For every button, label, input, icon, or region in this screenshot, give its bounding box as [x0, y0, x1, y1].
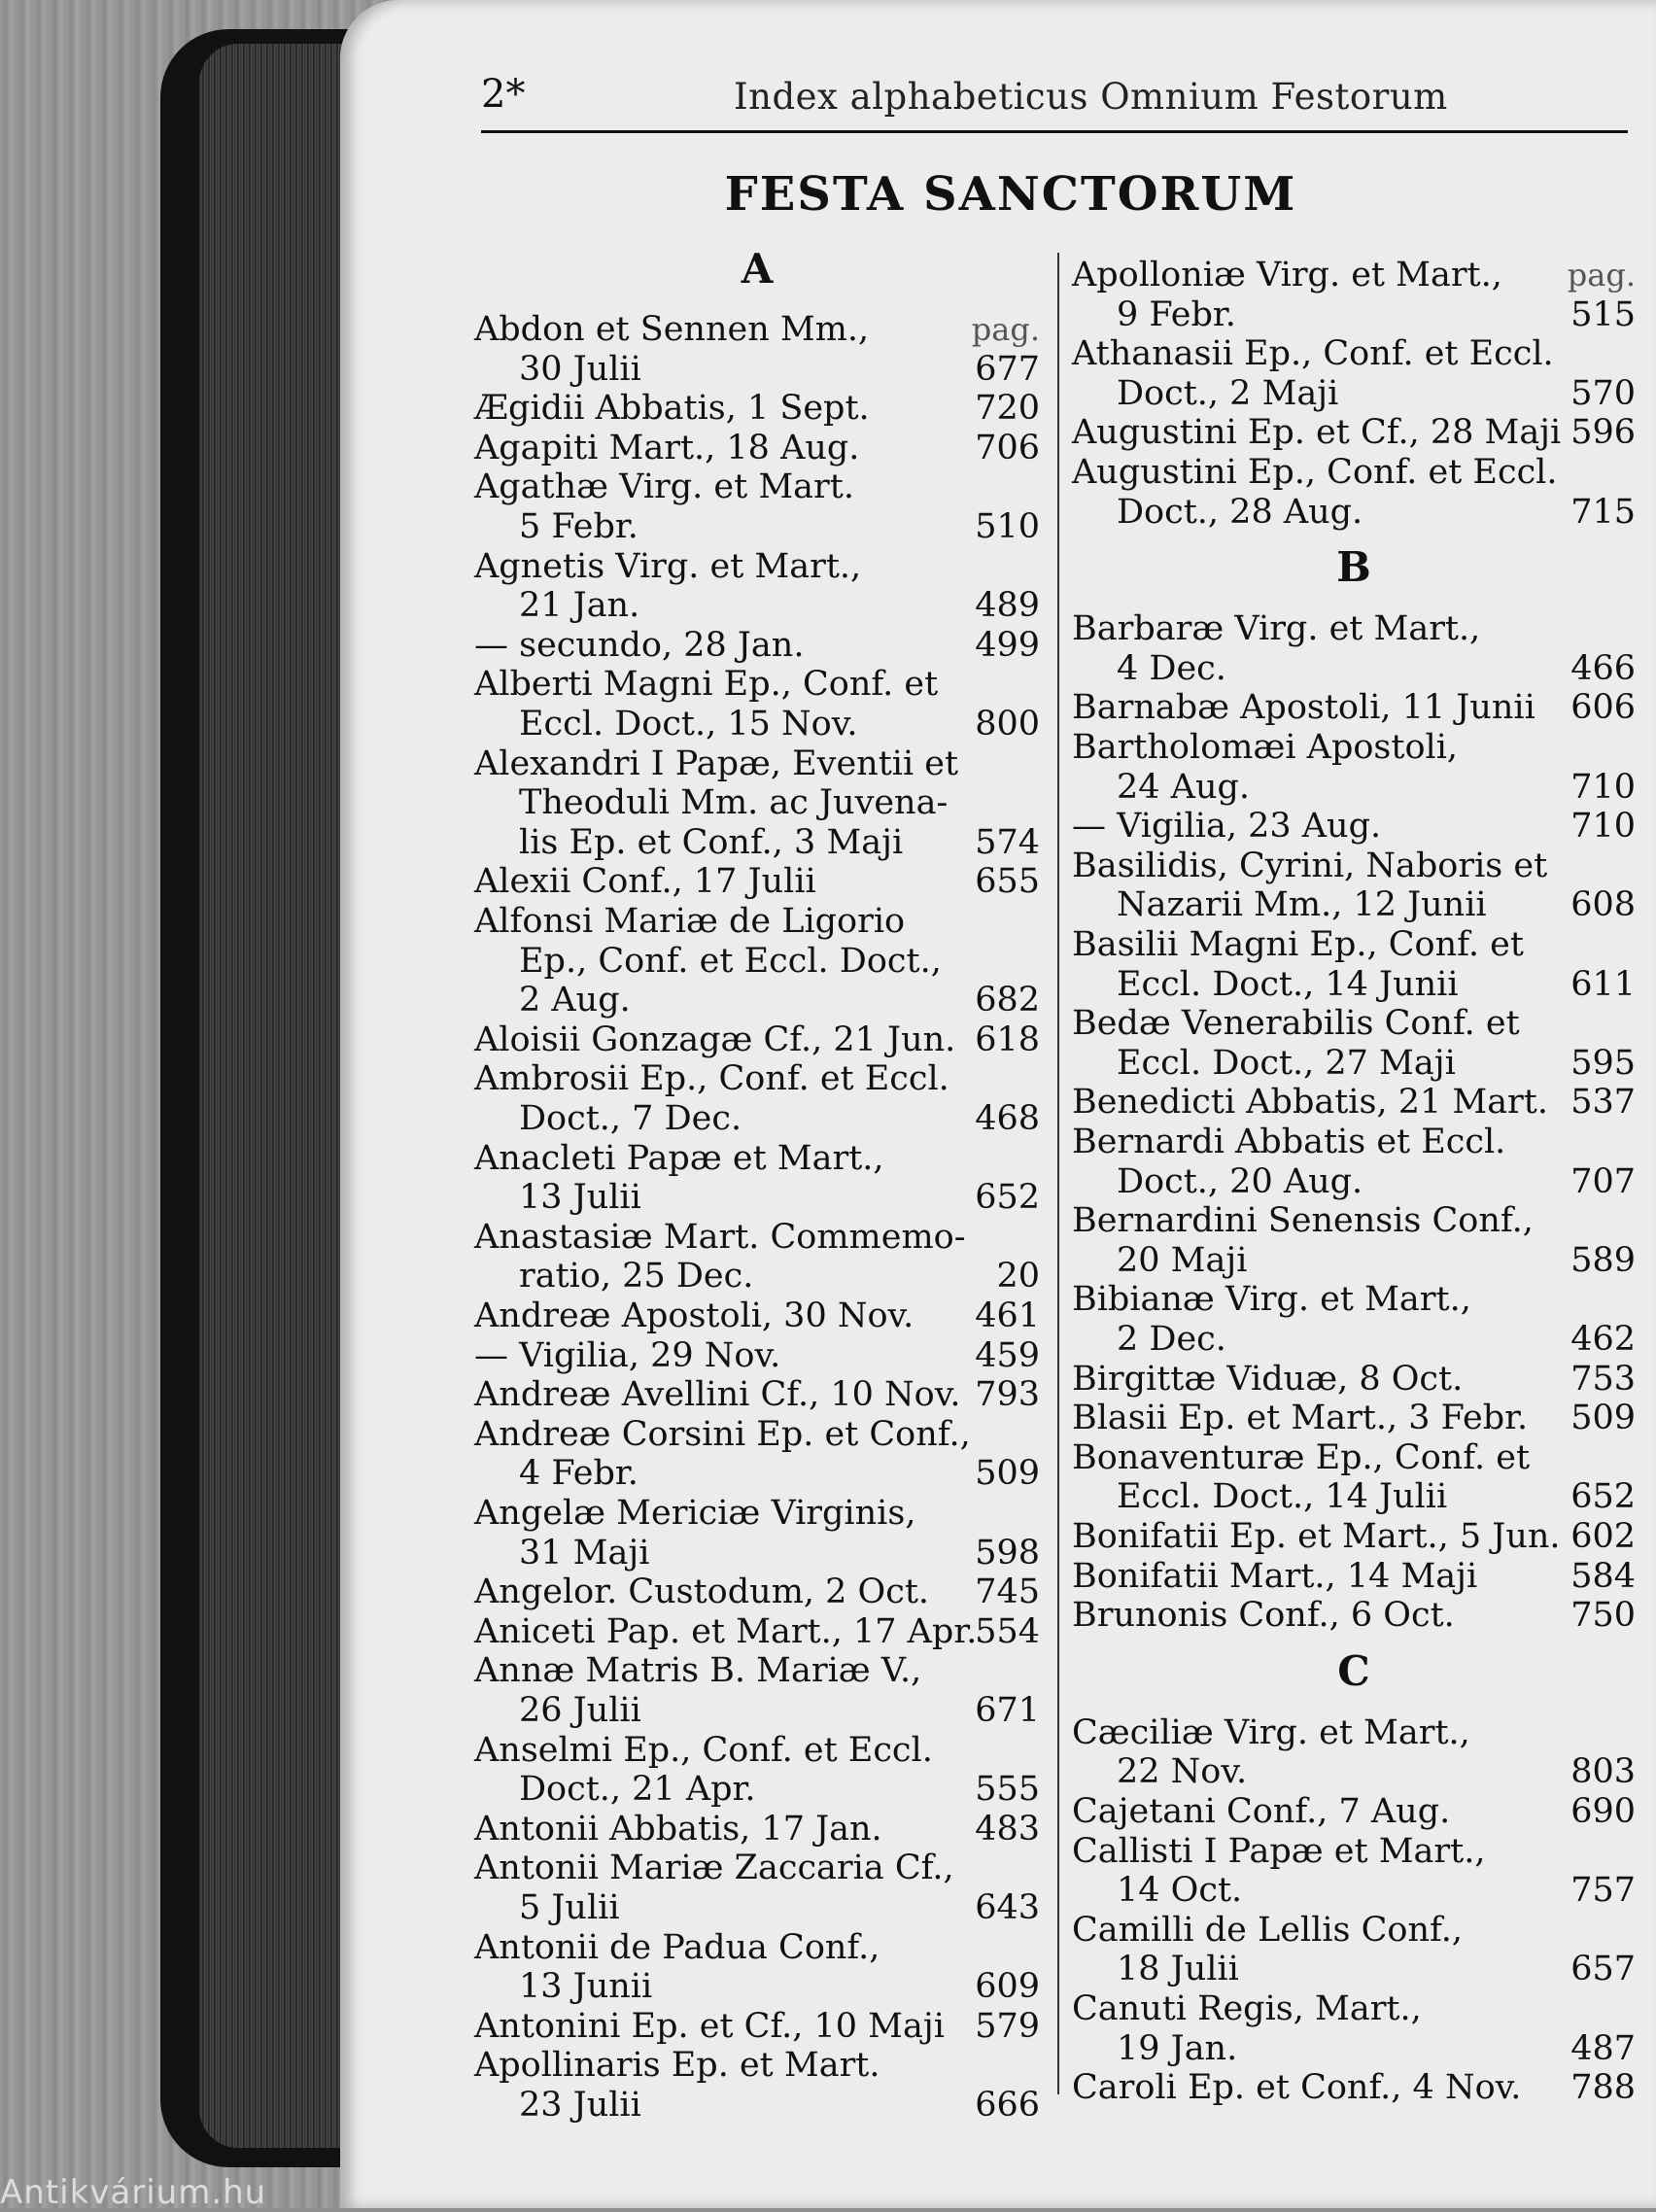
section-title: FESTA SANCTORUM [724, 167, 1297, 222]
entry-text: Anselmi Ep., Conf. et Eccl. [474, 1730, 933, 1770]
index-entry [1072, 1949, 1636, 1989]
page-reference: 554 [975, 1611, 1040, 1651]
entry-text: Ep., Conf. et Eccl. Doct., [519, 941, 942, 981]
entry-text: 4 Dec. [1117, 648, 1226, 688]
index-entry [474, 1058, 1040, 1099]
page-reference: 606 [1570, 688, 1636, 728]
entry-text: Ambrosii Ep., Conf. et Eccl. [474, 1059, 949, 1099]
index-entry [1072, 1359, 1636, 1400]
entry-text: Camilli de Lellis Conf., [1072, 1910, 1463, 1950]
entry-text: lis Ep. et Conf., 3 Maji [519, 822, 904, 862]
entry-text: 9 Febr. [1117, 294, 1236, 334]
entry-text: Apollinaris Ep. et Mart. [474, 2046, 880, 2086]
index-entry [474, 625, 1040, 666]
page-reference: 459 [975, 1335, 1040, 1375]
running-head-title: Index alphabeticus Omnium Festorum [734, 76, 1448, 118]
index-entry [474, 1927, 1040, 1968]
index-entry [474, 349, 1040, 390]
page-reference: 509 [975, 1454, 1040, 1494]
entry-text: 19 Jan. [1117, 2028, 1238, 2068]
page-reference: 655 [975, 862, 1040, 902]
section-letter: A [741, 245, 774, 293]
entry-text: Alexii Conf., 17 Julii [474, 862, 816, 902]
index-entry [474, 1848, 1040, 1888]
index-entry [1072, 1516, 1636, 1557]
entry-text: Athanasii Ep., Conf. et Eccl. [1072, 334, 1554, 374]
index-entry [474, 2085, 1040, 2126]
entry-text: 26 Julii [519, 1691, 641, 1730]
index-entry [1072, 2067, 1636, 2108]
entry-text: Caroli Ep. et Conf., 4 Nov. [1072, 2068, 1522, 2108]
index-entry [1072, 1398, 1636, 1438]
index-entry [1072, 727, 1636, 768]
page-reference: 537 [1570, 1083, 1636, 1123]
entry-text: Bernardini Senensis Conf., [1072, 1201, 1534, 1241]
index-entry [474, 1611, 1040, 1652]
entry-text: Doct., 7 Dec. [519, 1099, 742, 1138]
index-entry [1072, 1082, 1636, 1123]
page-reference: 707 [1570, 1161, 1636, 1201]
index-entry [1072, 648, 1636, 689]
index-entry [1072, 846, 1636, 886]
index-entry [474, 980, 1040, 1020]
index-entry [1072, 1437, 1636, 1478]
index-entry [1072, 294, 1636, 335]
index-entry [1072, 1831, 1636, 1872]
entry-text: Brunonis Conf., 6 Oct. [1072, 1596, 1455, 1636]
entry-text: Doct., 28 Aug. [1117, 492, 1363, 532]
index-entry [1072, 806, 1636, 847]
entry-text: Eccl. Doct., 14 Junii [1117, 964, 1459, 1004]
page-reference: 757 [1570, 1871, 1636, 1911]
page-reference: 483 [975, 1809, 1040, 1849]
index-entry [474, 743, 1040, 784]
page-reference: 710 [1570, 767, 1636, 807]
page-reference: 510 [975, 507, 1040, 546]
index-entry [474, 901, 1040, 942]
index-entry [474, 309, 1040, 350]
page-reference: 515 [1570, 294, 1636, 334]
index-entry [474, 2045, 1040, 2086]
index-entry [474, 1177, 1040, 1218]
page-reference: 509 [1570, 1399, 1636, 1438]
entry-text: Eccl. Doct., 27 Maji [1117, 1043, 1456, 1083]
page-reference: 800 [975, 705, 1040, 743]
page-reference: 489 [975, 586, 1040, 626]
index-entry [474, 1453, 1040, 1494]
page-number: 2* [481, 72, 526, 117]
index-entry [1072, 1751, 1636, 1792]
index-entry [1072, 1556, 1636, 1597]
page-reference: 682 [975, 981, 1040, 1020]
index-entry [1072, 1791, 1636, 1832]
index-entry [1072, 1476, 1636, 1517]
section-letter: C [1337, 1646, 1370, 1695]
entry-text: Eccl. Doct., 14 Julii [1117, 1477, 1448, 1517]
index-entry [474, 1690, 1040, 1731]
index-entry [474, 428, 1040, 468]
page-reference: 671 [975, 1691, 1040, 1730]
entry-text: Bibianæ Virg. et Mart., [1072, 1280, 1471, 1320]
entry-text: Nazarii Mm., 12 Junii [1117, 885, 1487, 925]
entry-text: Agapiti Mart., 18 Aug. [474, 428, 860, 467]
page-reference: 598 [975, 1533, 1040, 1573]
entry-text: 24 Aug. [1117, 767, 1251, 807]
entry-text: Basilidis, Cyrini, Naboris et [1072, 846, 1548, 885]
index-entry [474, 546, 1040, 587]
index-entry [474, 1098, 1040, 1139]
entry-text: 13 Junii [519, 1967, 653, 2007]
entry-text: 20 Maji [1117, 1240, 1248, 1280]
entry-text: Theoduli Mm. ac Juvena- [519, 783, 949, 823]
page-reference: 609 [975, 1967, 1040, 2007]
index-entry [1072, 1200, 1636, 1241]
page-reference: 487 [1570, 2028, 1636, 2068]
entry-text: Doct., 2 Maji [1117, 373, 1339, 413]
entry-text: 14 Oct. [1117, 1871, 1243, 1911]
index-entry [474, 388, 1040, 429]
entry-text: Augustini Ep., Conf. et Eccl. [1072, 453, 1558, 492]
entry-text: Andreæ Apostoli, 30 Nov. [474, 1296, 914, 1335]
index-entry [1072, 608, 1636, 649]
index-entry [1072, 452, 1636, 493]
entry-text: 13 Julii [519, 1178, 641, 1218]
page-reference: 652 [975, 1178, 1040, 1218]
index-entry [1072, 255, 1636, 295]
page-reference: 745 [975, 1573, 1040, 1612]
page-reference: 690 [1570, 1792, 1636, 1831]
page-reference: 608 [1570, 885, 1636, 925]
entry-text: — secundo, 28 Jan. [474, 625, 805, 665]
index-entry [474, 1414, 1040, 1455]
index-entry [474, 506, 1040, 547]
index-entry [1072, 373, 1636, 414]
index-entry [1072, 2028, 1636, 2069]
entry-text: Alfonsi Mariæ de Ligorio [474, 902, 906, 941]
entry-text: Antonii Mariæ Zaccaria Cf., [474, 1849, 954, 1888]
entry-text: Alberti Magni Ep., Conf. et [474, 665, 939, 705]
entry-text: 4 Febr. [519, 1454, 638, 1494]
page-reference: 20 [996, 1257, 1040, 1296]
index-entry [474, 1138, 1040, 1179]
entry-text: Angelor. Custodum, 2 Oct. [474, 1573, 930, 1612]
index-entry [1072, 1161, 1636, 1202]
entry-text: Bartholomæi Apostoli, [1072, 728, 1459, 767]
page-reference: 499 [975, 625, 1040, 665]
entry-text: 2 Dec. [1117, 1320, 1226, 1359]
index-entry [1072, 1712, 1636, 1753]
watermark: Antikvárium.hu [0, 2173, 267, 2212]
page-reference: 788 [1570, 2068, 1636, 2108]
index-entry [474, 1020, 1040, 1060]
entry-text: Cajetani Conf., 7 Aug. [1072, 1792, 1451, 1831]
index-entry [474, 1572, 1040, 1612]
index-entry [474, 782, 1040, 823]
entry-text: 5 Febr. [519, 507, 638, 546]
page-reference: 589 [1570, 1240, 1636, 1280]
entry-text: Abdon et Sennen Mm., [474, 310, 870, 349]
page-reference: 710 [1570, 807, 1636, 847]
entry-text: Bonaventuræ Ep., Conf. et [1072, 1437, 1531, 1477]
entry-text: Anacleti Papæ et Mart., [474, 1138, 884, 1178]
page-reference: 753 [1570, 1359, 1636, 1399]
index-entry [474, 1650, 1040, 1691]
index-entry [474, 467, 1040, 507]
entry-text: Anastasiæ Mart. Commemo- [474, 1217, 966, 1257]
entry-text: Cæciliæ Virg. et Mart., [1072, 1712, 1470, 1752]
index-entry [474, 1887, 1040, 1928]
entry-text: Aniceti Pap. et Mart., 17 Apr. [474, 1611, 978, 1651]
page-reference: 720 [975, 389, 1040, 429]
page-reference: 462 [1570, 1320, 1636, 1359]
page-reference: 618 [975, 1020, 1040, 1059]
index-entry [474, 585, 1040, 626]
index-entry [1072, 1988, 1636, 2029]
index-entry [474, 941, 1040, 982]
entry-text: Apolloniæ Virg. et Mart., [1072, 256, 1502, 294]
pag-label: pag. [971, 311, 1040, 348]
page-reference: 750 [1570, 1596, 1636, 1636]
page-reference: 652 [1570, 1477, 1636, 1517]
index-entry [474, 1493, 1040, 1534]
entry-text: 22 Nov. [1117, 1752, 1248, 1792]
entry-text: Blasii Ep. et Mart., 3 Febr. [1072, 1399, 1529, 1438]
entry-text: 18 Julii [1117, 1950, 1239, 1989]
entry-text: — Vigilia, 23 Aug. [1072, 807, 1382, 847]
entry-text: Antonii de Padua Conf., [474, 1927, 880, 1967]
entry-text: Doct., 21 Apr. [519, 1770, 756, 1810]
page-reference: 570 [1570, 373, 1636, 413]
page-reference: 803 [1570, 1752, 1636, 1792]
entry-text: 30 Julii [519, 349, 641, 389]
index-entry [1072, 1870, 1636, 1911]
index-entry [474, 704, 1040, 744]
index-entry [1072, 1910, 1636, 1951]
page-reference: 677 [975, 349, 1040, 389]
entry-text: 23 Julii [519, 2086, 641, 2125]
entry-text: Benedicti Abbatis, 21 Mart. [1072, 1083, 1548, 1123]
index-entry [474, 1256, 1040, 1296]
index-entry [1072, 924, 1636, 965]
page-reference: 611 [1570, 964, 1636, 1004]
index-entry [474, 1296, 1040, 1336]
entry-text: Doct., 20 Aug. [1117, 1161, 1363, 1201]
page-reference: 657 [1570, 1950, 1636, 1989]
entry-text: ratio, 25 Dec. [519, 1257, 754, 1296]
index-entry [474, 2006, 1040, 2047]
index-entry [1072, 1043, 1636, 1084]
index-entry [1072, 492, 1636, 533]
entry-text: Canuti Regis, Mart., [1072, 1989, 1422, 2028]
entry-text: Agathæ Virg. et Mart. [474, 467, 854, 507]
index-entry [1072, 1279, 1636, 1320]
running-head [481, 70, 1628, 133]
entry-text: Barbaræ Virg. et Mart., [1072, 609, 1481, 649]
index-entry [474, 664, 1040, 705]
entry-text: Bonifatii Mart., 14 Maji [1072, 1556, 1478, 1596]
column-divider [1057, 253, 1059, 2094]
entry-text: Callisti I Papæ et Mart., [1072, 1831, 1486, 1871]
page-reference: 793 [975, 1375, 1040, 1415]
entry-text: 5 Julii [519, 1888, 620, 1927]
index-entry [474, 1966, 1040, 2007]
index-entry [1072, 333, 1636, 374]
entry-text: Barnabæ Apostoli, 11 Junii [1072, 688, 1535, 728]
index-entry [1072, 964, 1636, 1005]
page-reference: 602 [1570, 1517, 1636, 1556]
page-reference: 715 [1570, 492, 1636, 532]
entry-text: Andreæ Corsini Ep. et Conf., [474, 1414, 971, 1454]
entry-text: Birgittæ Viduæ, 8 Oct. [1072, 1359, 1464, 1399]
entry-text: Bonifatii Ep. et Mart., 5 Jun. [1072, 1517, 1561, 1556]
entry-text: Antonini Ep. et Cf., 10 Maji [474, 2006, 945, 2046]
entry-text: Annæ Matris B. Mariæ V., [474, 1651, 922, 1691]
page-reference: 461 [975, 1296, 1040, 1335]
entry-text: 31 Maji [519, 1533, 650, 1573]
page-reference: 468 [975, 1099, 1040, 1138]
index-entry [474, 1374, 1040, 1415]
entry-text: Agnetis Virg. et Mart., [474, 546, 862, 586]
entry-text: Ægidii Abbatis, 1 Sept. [474, 389, 870, 429]
index-entry [1072, 1240, 1636, 1281]
entry-text: Bedæ Venerabilis Conf. et [1072, 1004, 1520, 1044]
entry-text: 2 Aug. [519, 981, 631, 1020]
page-reference: 574 [975, 822, 1040, 862]
index-entry [1072, 884, 1636, 925]
index-entry [1072, 767, 1636, 808]
page-reference: 643 [975, 1888, 1040, 1927]
entry-text: Angelæ Mericiæ Virginis, [474, 1494, 916, 1533]
index-entry [474, 1730, 1040, 1771]
index-entry [1072, 1595, 1636, 1636]
entry-text: Augustini Ep. et Cf., 28 Maji [1072, 413, 1562, 453]
index-entry [1072, 687, 1636, 728]
index-entry [474, 1809, 1040, 1849]
entry-text: — Vigilia, 29 Nov. [474, 1335, 781, 1375]
entry-text: Aloisii Gonzagæ Cf., 21 Jun. [474, 1020, 956, 1059]
page-reference: 584 [1570, 1556, 1636, 1596]
page-reference: 595 [1570, 1043, 1636, 1083]
page-reference: 555 [975, 1770, 1040, 1810]
index-entry [474, 1335, 1040, 1376]
index-entry [474, 822, 1040, 863]
entry-text: Alexandri I Papæ, Eventii et [474, 743, 959, 783]
entry-text: 21 Jan. [519, 586, 640, 626]
page-reference: 666 [975, 2086, 1040, 2125]
page-reference: 579 [975, 2006, 1040, 2046]
page-reference: 596 [1570, 413, 1636, 453]
page-reference: 706 [975, 428, 1040, 467]
index-entry [474, 1769, 1040, 1810]
index-entry [474, 1217, 1040, 1258]
entry-text: Antonii Abbatis, 17 Jan. [474, 1809, 882, 1849]
pag-label: pag. [1567, 257, 1636, 294]
entry-text: Andreæ Avellini Cf., 10 Nov. [474, 1375, 961, 1415]
index-entry [1072, 1319, 1636, 1360]
entry-text: Eccl. Doct., 15 Nov. [519, 705, 858, 743]
entry-text: Basilii Magni Ep., Conf. et [1072, 925, 1524, 964]
index-entry [474, 1533, 1040, 1573]
index-entry [1072, 1122, 1636, 1162]
entry-text: Bernardi Abbatis et Eccl. [1072, 1123, 1506, 1161]
index-entry [1072, 1003, 1636, 1044]
page-reference: 466 [1570, 648, 1636, 688]
index-entry [474, 861, 1040, 902]
index-entry [1072, 412, 1636, 453]
section-letter: B [1336, 543, 1371, 592]
